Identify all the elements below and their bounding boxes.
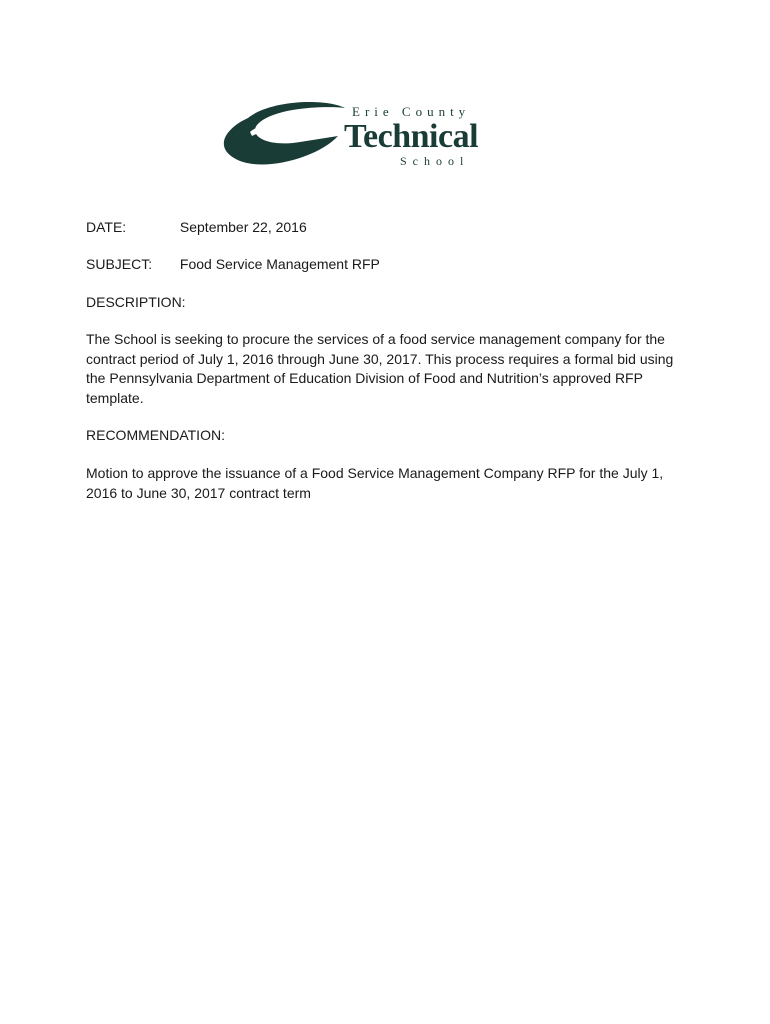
recommendation-paragraph: Motion to approve the issuance of a Food Service Management Company RFP for the July 1, 2016 to June 30, 2017 contract term [86,465,664,501]
subject-row [86,256,380,272]
description-paragraph: The School is seeking to procure the services of a food service management company for the contract period of July 1, 2016 through June 30, 2017. This process requires a formal bid using the Pennsylvania Department of Education Division of Food and Nutrition’s approved RFP template. [86,331,674,406]
school-logo [220,96,530,176]
description-heading: DESCRIPTION: [86,294,186,310]
subject-label: SUBJECT: [86,256,153,272]
logo-main-text: Technical [344,118,479,155]
date-value: September 22, 2016 [179,219,307,235]
recommendation-heading: RECOMMENDATION: [86,427,225,443]
date-label: DATE: [86,219,127,235]
logo-bottom-text: School [400,154,470,168]
swoosh-logo-icon [220,96,350,176]
date-row [86,219,307,235]
logo-top-text: Erie County [352,104,471,119]
subject-value: Food Service Management RFP [179,256,380,272]
